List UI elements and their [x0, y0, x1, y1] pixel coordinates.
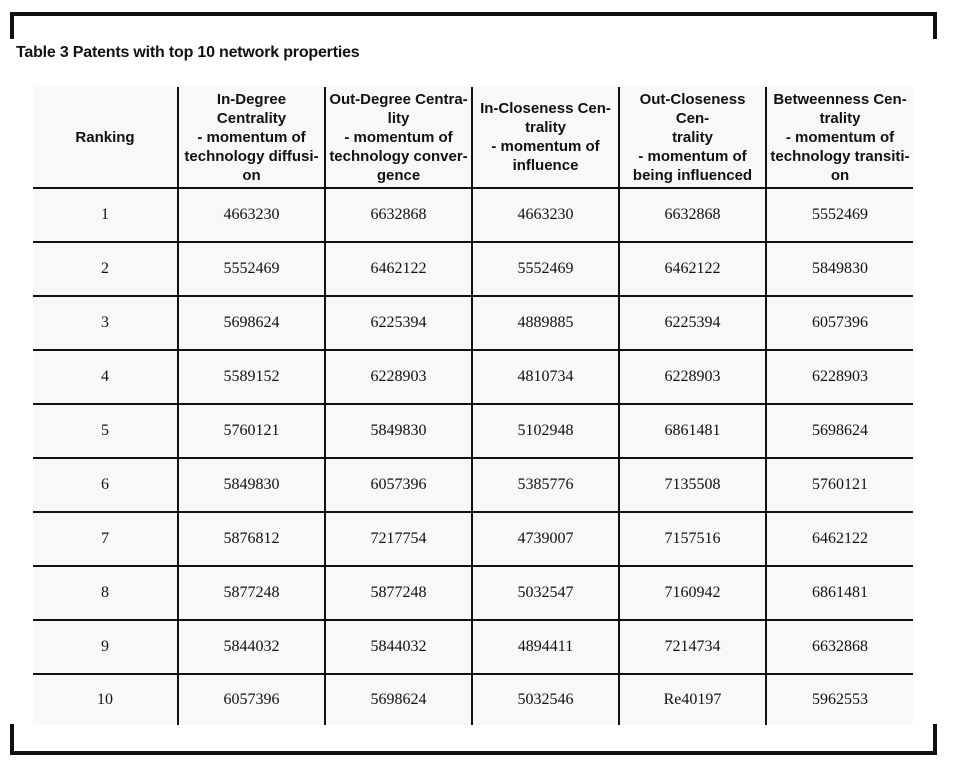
patent-cell: 5877248: [325, 566, 472, 620]
patent-cell: 4810734: [472, 350, 619, 404]
patent-cell: Re40197: [619, 674, 766, 725]
patent-cell: 6228903: [619, 350, 766, 404]
patent-cell: 4663230: [472, 188, 619, 242]
patent-cell: 5849830: [766, 242, 913, 296]
patent-cell: 7157516: [619, 512, 766, 566]
rank-cell: 1: [33, 188, 178, 242]
patent-cell: 5032547: [472, 566, 619, 620]
patent-cell: 6228903: [766, 350, 913, 404]
patent-cell: 5102948: [472, 404, 619, 458]
rank-cell: 3: [33, 296, 178, 350]
table-row: [33, 188, 913, 242]
patent-cell: 6632868: [766, 620, 913, 674]
table-row: [33, 620, 913, 674]
patent-cell: 5844032: [325, 620, 472, 674]
patent-cell: 7160942: [619, 566, 766, 620]
rank-cell: 10: [97, 691, 113, 708]
patent-cell: 5032546: [472, 674, 619, 725]
header-in-closeness-centrality: In-Closeness Cen- trality - momentum of influence: [472, 87, 619, 188]
patent-cell: 6225394: [619, 296, 766, 350]
header-ranking: Ranking: [33, 87, 178, 188]
patent-cell: 5589152: [178, 350, 325, 404]
patent-cell: 5760121: [766, 458, 913, 512]
patent-cell: 5698624: [325, 674, 472, 725]
patent-cell: 5877248: [178, 566, 325, 620]
rank-cell: 9: [33, 620, 178, 674]
table-row: [33, 350, 913, 404]
table-row: [33, 458, 913, 512]
patent-cell: 5698624: [766, 404, 913, 458]
patent-cell: 5844032: [178, 620, 325, 674]
patent-cell: 5849830: [178, 458, 325, 512]
patent-cell: 5962553: [766, 674, 913, 725]
table-row: [33, 296, 913, 350]
patent-cell: 5552469: [472, 242, 619, 296]
patent-cell: 6057396: [178, 674, 325, 725]
patent-cell: 6861481: [619, 404, 766, 458]
patent-cell: 5876812: [178, 512, 325, 566]
patent-cell: 6462122: [325, 242, 472, 296]
patent-cell: 6228903: [325, 350, 472, 404]
patent-cell: 6057396: [325, 458, 472, 512]
table-row: [33, 404, 913, 458]
header-betweenness-centrality: Betweenness Cen- trality - momentum of technology transiti- on: [766, 87, 913, 188]
patent-cell: 5760121: [178, 404, 325, 458]
page-frame-top: [10, 12, 937, 39]
patent-cell: 5698624: [178, 296, 325, 350]
header-out-degree-centrality: Out-Degree Centra- lity - momentum of technology conver- gence: [325, 87, 472, 188]
patent-cell: 6462122: [766, 512, 913, 566]
patent-cell: 6861481: [766, 566, 913, 620]
patent-cell: 7217754: [325, 512, 472, 566]
table-row: [33, 566, 913, 620]
patent-cell: 4663230: [178, 188, 325, 242]
patent-cell: 6632868: [325, 188, 472, 242]
patent-cell: 4739007: [472, 512, 619, 566]
rank-cell: 6: [33, 458, 178, 512]
table-row: [33, 242, 913, 296]
rank-cell: 5: [33, 404, 178, 458]
patent-cell: 6225394: [325, 296, 472, 350]
page-frame-bottom: [10, 724, 937, 755]
patent-cell: 4894411: [472, 620, 619, 674]
patent-cell: 5552469: [766, 188, 913, 242]
patent-cell: 5385776: [472, 458, 619, 512]
patent-cell: 7135508: [619, 458, 766, 512]
table-row: [33, 674, 913, 725]
patent-cell: 6057396: [766, 296, 913, 350]
patent-cell: 5552469: [178, 242, 325, 296]
network-properties-table: [33, 87, 913, 725]
header-in-degree-centrality: In-Degree Centrality - momentum of technology diffusi- on: [178, 87, 325, 188]
header-row: [33, 87, 913, 188]
rank-cell: 8: [33, 566, 178, 620]
rank-cell: 2: [33, 242, 178, 296]
patent-cell: 5849830: [325, 404, 472, 458]
rank-cell: 4: [33, 350, 178, 404]
patent-cell: 4889885: [472, 296, 619, 350]
table-row: [33, 512, 913, 566]
patent-cell: 6462122: [619, 242, 766, 296]
header-out-closeness-centrality: Out-Closeness Cen- trality - momentum of being influenced: [619, 87, 766, 188]
rank-cell: 7: [33, 512, 178, 566]
patent-cell: 7214734: [619, 620, 766, 674]
patent-cell: 6632868: [619, 188, 766, 242]
table-caption: Table 3 Patents with top 10 network properties: [16, 44, 360, 61]
